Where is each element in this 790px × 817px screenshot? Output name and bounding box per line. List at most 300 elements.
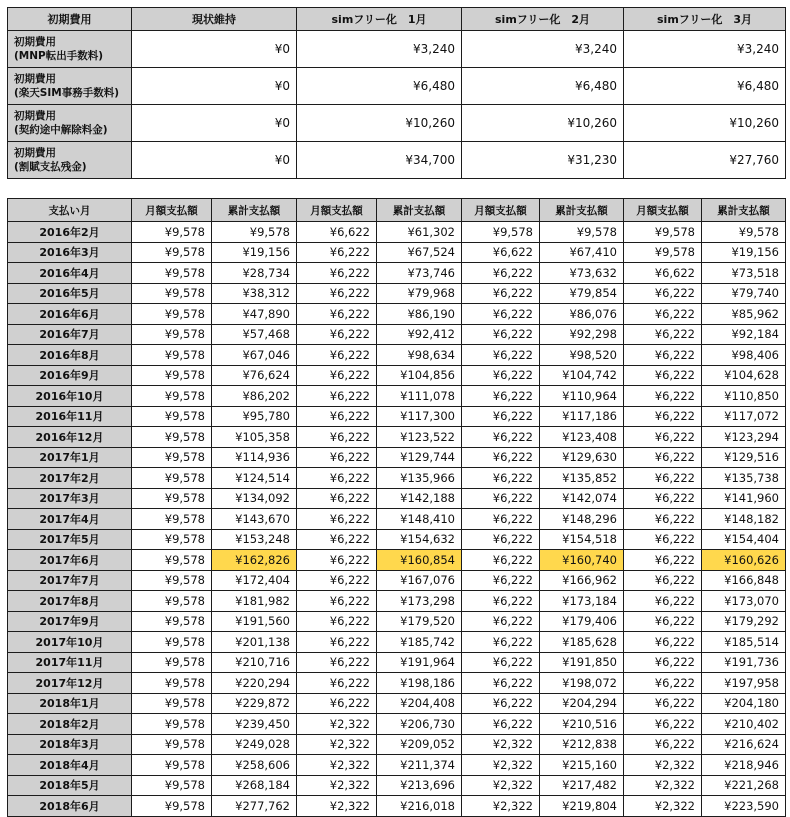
payment-row (8, 222, 786, 243)
cumulative-amount-cell: ¥191,964 (377, 652, 462, 673)
initial-cost-value: ¥0 (132, 105, 297, 142)
monthly-amount-cell: ¥6,222 (462, 324, 540, 345)
monthly-amount-cell: ¥6,222 (297, 386, 377, 407)
cumulative-amount-cell: ¥85,962 (702, 304, 786, 325)
payment-month: 2016年8月 (8, 345, 132, 366)
payment-row (8, 693, 786, 714)
cumulative-amount-cell: ¥154,518 (540, 529, 624, 550)
monthly-amount-cell: ¥6,222 (624, 714, 702, 735)
payment-month: 2017年6月 (8, 550, 132, 571)
label-line-2: (楽天SIM事務手数料) (14, 87, 120, 99)
cumulative-amount-cell: ¥123,408 (540, 427, 624, 448)
initial-cost-value: ¥6,480 (624, 68, 786, 105)
monthly-amount-cell: ¥9,578 (132, 488, 212, 509)
cumulative-amount-cell: ¥114,936 (212, 447, 297, 468)
monthly-amount-cell: ¥6,222 (297, 488, 377, 509)
monthly-amount-cell: ¥2,322 (297, 796, 377, 817)
cumulative-amount-cell: ¥213,696 (377, 775, 462, 796)
cumulative-amount-cell: ¥223,590 (702, 796, 786, 817)
monthly-amount-cell: ¥6,222 (462, 365, 540, 386)
cumulative-amount-cell: ¥219,804 (540, 796, 624, 817)
payment-row (8, 406, 786, 427)
cumulative-amount-cell: ¥28,734 (212, 263, 297, 284)
payment-row (8, 570, 786, 591)
monthly-amount-cell: ¥9,578 (132, 324, 212, 345)
monthly-amount-cell: ¥9,578 (132, 386, 212, 407)
payment-month: 2017年5月 (8, 529, 132, 550)
payment-month: 2016年12月 (8, 427, 132, 448)
initial-cost-value: ¥0 (132, 31, 297, 68)
payment-row (8, 304, 786, 325)
monthly-amount-cell: ¥6,222 (462, 509, 540, 530)
monthly-amount-cell: ¥6,222 (624, 652, 702, 673)
payment-row (8, 611, 786, 632)
payment-row (8, 365, 786, 386)
cumulative-amount-cell: ¥209,052 (377, 734, 462, 755)
cumulative-amount-cell: ¥179,292 (702, 611, 786, 632)
initial-cost-label (8, 31, 132, 68)
cumulative-amount-cell: ¥201,138 (212, 632, 297, 653)
cumulative-amount-cell: ¥173,184 (540, 591, 624, 612)
cumulative-amount-cell: ¥123,294 (702, 427, 786, 448)
cumulative-amount-cell: ¥258,606 (212, 755, 297, 776)
initial-cost-value: ¥3,240 (297, 31, 462, 68)
monthly-amount-cell: ¥6,222 (624, 570, 702, 591)
payment-row (8, 427, 786, 448)
payment-header-cell: 月額支払額 (297, 199, 377, 222)
cumulative-amount-cell: ¥185,742 (377, 632, 462, 653)
initial-cost-value: ¥27,760 (624, 142, 786, 179)
payment-row (8, 796, 786, 817)
monthly-amount-cell: ¥9,578 (132, 591, 212, 612)
monthly-amount-cell: ¥6,222 (624, 386, 702, 407)
cumulative-amount-cell: ¥135,966 (377, 468, 462, 489)
initial-cost-value: ¥0 (132, 142, 297, 179)
monthly-amount-cell: ¥2,322 (297, 755, 377, 776)
payment-month: 2017年2月 (8, 468, 132, 489)
cumulative-amount-cell: ¥142,188 (377, 488, 462, 509)
monthly-amount-cell: ¥9,578 (132, 222, 212, 243)
monthly-amount-cell: ¥6,222 (624, 550, 702, 571)
monthly-amount-cell: ¥6,222 (297, 242, 377, 263)
cumulative-amount-cell: ¥204,180 (702, 693, 786, 714)
monthly-amount-cell: ¥6,622 (624, 263, 702, 284)
monthly-amount-cell: ¥6,222 (297, 283, 377, 304)
cumulative-amount-cell: ¥86,202 (212, 386, 297, 407)
monthly-amount-cell: ¥9,578 (624, 222, 702, 243)
monthly-amount-cell: ¥6,222 (297, 324, 377, 345)
payment-row (8, 242, 786, 263)
monthly-amount-cell: ¥9,578 (132, 755, 212, 776)
cumulative-amount-cell: ¥167,076 (377, 570, 462, 591)
initial-cost-value: ¥31,230 (462, 142, 624, 179)
monthly-amount-cell: ¥6,222 (624, 304, 702, 325)
payment-header-cell: 累計支払額 (212, 199, 297, 222)
payment-header-cell: 支払い月 (8, 199, 132, 222)
monthly-amount-cell: ¥9,578 (132, 611, 212, 632)
monthly-amount-cell: ¥6,222 (624, 632, 702, 653)
cumulative-amount-cell: ¥38,312 (212, 283, 297, 304)
cumulative-amount-cell: ¥216,018 (377, 796, 462, 817)
cumulative-amount-cell: ¥172,404 (212, 570, 297, 591)
payment-month: 2016年10月 (8, 386, 132, 407)
monthly-amount-cell: ¥6,222 (297, 468, 377, 489)
cumulative-amount-cell: ¥154,404 (702, 529, 786, 550)
payment-header-cell: 月額支払額 (462, 199, 540, 222)
monthly-amount-cell: ¥6,222 (297, 529, 377, 550)
payment-month: 2018年1月 (8, 693, 132, 714)
cumulative-amount-cell: ¥210,716 (212, 652, 297, 673)
initial-cost-label (8, 105, 132, 142)
cumulative-amount-cell: ¥277,762 (212, 796, 297, 817)
cumulative-amount-cell: ¥9,578 (212, 222, 297, 243)
monthly-amount-cell: ¥6,222 (297, 263, 377, 284)
payment-month: 2016年2月 (8, 222, 132, 243)
cumulative-amount-cell: ¥73,632 (540, 263, 624, 284)
payment-month: 2017年10月 (8, 632, 132, 653)
cumulative-amount-cell: ¥173,298 (377, 591, 462, 612)
monthly-amount-cell: ¥6,222 (297, 632, 377, 653)
cumulative-amount-cell: ¥210,516 (540, 714, 624, 735)
cumulative-amount-cell: ¥218,946 (702, 755, 786, 776)
cumulative-amount-cell: ¥67,046 (212, 345, 297, 366)
cumulative-amount-cell: ¥191,560 (212, 611, 297, 632)
payment-month: 2017年1月 (8, 447, 132, 468)
monthly-amount-cell: ¥2,322 (462, 734, 540, 755)
cumulative-amount-cell: ¥117,186 (540, 406, 624, 427)
initial-cost-table (7, 7, 786, 179)
cumulative-amount-cell: ¥110,964 (540, 386, 624, 407)
monthly-amount-cell: ¥9,578 (132, 365, 212, 386)
cumulative-amount-cell: ¥123,522 (377, 427, 462, 448)
monthly-amount-cell: ¥6,222 (462, 652, 540, 673)
cumulative-amount-cell: ¥129,516 (702, 447, 786, 468)
payment-row (8, 283, 786, 304)
payment-header-cell: 月額支払額 (132, 199, 212, 222)
payment-month: 2017年8月 (8, 591, 132, 612)
cumulative-amount-cell: ¥86,190 (377, 304, 462, 325)
cumulative-amount-cell: ¥217,482 (540, 775, 624, 796)
monthly-amount-cell: ¥6,222 (624, 447, 702, 468)
cumulative-amount-cell: ¥76,624 (212, 365, 297, 386)
cumulative-amount-cell: ¥229,872 (212, 693, 297, 714)
payment-header-cell: 累計支払額 (540, 199, 624, 222)
monthly-amount-cell: ¥6,222 (624, 427, 702, 448)
payment-row (8, 263, 786, 284)
cumulative-amount-cell: ¥73,746 (377, 263, 462, 284)
cumulative-amount-cell: ¥211,374 (377, 755, 462, 776)
monthly-amount-cell: ¥6,222 (462, 673, 540, 694)
monthly-amount-cell: ¥9,578 (132, 304, 212, 325)
label-line-1: 初期費用 (14, 36, 56, 48)
cumulative-amount-cell: ¥179,406 (540, 611, 624, 632)
payment-month: 2016年11月 (8, 406, 132, 427)
cumulative-amount-cell: ¥268,184 (212, 775, 297, 796)
cumulative-amount-cell: ¥129,630 (540, 447, 624, 468)
label-line-1: 初期費用 (14, 147, 56, 159)
monthly-amount-cell: ¥6,222 (297, 550, 377, 571)
initial-cost-value: ¥3,240 (462, 31, 624, 68)
monthly-amount-cell: ¥6,222 (297, 673, 377, 694)
monthly-amount-cell: ¥6,222 (462, 283, 540, 304)
monthly-amount-cell: ¥9,578 (132, 632, 212, 653)
monthly-amount-cell: ¥9,578 (132, 550, 212, 571)
initial-cost-value: ¥6,480 (297, 68, 462, 105)
cumulative-amount-cell: ¥160,626 (702, 550, 786, 571)
cumulative-amount-cell: ¥220,294 (212, 673, 297, 694)
monthly-amount-cell: ¥9,578 (132, 734, 212, 755)
payment-row (8, 714, 786, 735)
initial-cost-header-row (8, 8, 786, 31)
monthly-amount-cell: ¥6,222 (462, 693, 540, 714)
cumulative-amount-cell: ¥104,856 (377, 365, 462, 386)
initial-cost-value: ¥3,240 (624, 31, 786, 68)
initial-cost-row (8, 68, 786, 105)
monthly-amount-cell: ¥2,322 (297, 734, 377, 755)
monthly-amount-cell: ¥9,578 (132, 447, 212, 468)
payment-row (8, 591, 786, 612)
payment-row (8, 447, 786, 468)
monthly-amount-cell: ¥6,222 (624, 488, 702, 509)
cumulative-amount-cell: ¥57,468 (212, 324, 297, 345)
monthly-amount-cell: ¥6,222 (624, 509, 702, 530)
payment-month: 2016年7月 (8, 324, 132, 345)
payment-month: 2017年11月 (8, 652, 132, 673)
cumulative-amount-cell: ¥179,520 (377, 611, 462, 632)
monthly-amount-cell: ¥9,578 (132, 468, 212, 489)
initial-cost-value: ¥6,480 (462, 68, 624, 105)
initial-header-cell: 現状維持 (132, 8, 297, 31)
cumulative-amount-cell: ¥98,406 (702, 345, 786, 366)
payment-row (8, 529, 786, 550)
payment-header-cell: 累計支払額 (702, 199, 786, 222)
monthly-amount-cell: ¥9,578 (462, 222, 540, 243)
cumulative-amount-cell: ¥249,028 (212, 734, 297, 755)
cumulative-amount-cell: ¥142,074 (540, 488, 624, 509)
payment-month: 2016年4月 (8, 263, 132, 284)
monthly-amount-cell: ¥6,222 (462, 386, 540, 407)
cumulative-amount-cell: ¥86,076 (540, 304, 624, 325)
monthly-amount-cell: ¥6,222 (624, 365, 702, 386)
cumulative-amount-cell: ¥79,968 (377, 283, 462, 304)
cumulative-amount-cell: ¥204,294 (540, 693, 624, 714)
cumulative-amount-cell: ¥67,410 (540, 242, 624, 263)
cumulative-amount-cell: ¥239,450 (212, 714, 297, 735)
monthly-amount-cell: ¥6,222 (297, 611, 377, 632)
cumulative-amount-cell: ¥92,298 (540, 324, 624, 345)
initial-header-cell: 初期費用 (8, 8, 132, 31)
cumulative-amount-cell: ¥67,524 (377, 242, 462, 263)
cumulative-amount-cell: ¥111,078 (377, 386, 462, 407)
cumulative-amount-cell: ¥191,850 (540, 652, 624, 673)
cumulative-amount-cell: ¥19,156 (212, 242, 297, 263)
monthly-amount-cell: ¥6,222 (462, 406, 540, 427)
payment-month: 2017年12月 (8, 673, 132, 694)
cumulative-amount-cell: ¥135,738 (702, 468, 786, 489)
monthly-amount-cell: ¥9,578 (132, 673, 212, 694)
payment-row (8, 468, 786, 489)
monthly-amount-cell: ¥6,222 (462, 263, 540, 284)
cumulative-amount-cell: ¥166,848 (702, 570, 786, 591)
monthly-amount-cell: ¥6,222 (624, 591, 702, 612)
monthly-amount-cell: ¥6,222 (462, 427, 540, 448)
monthly-amount-cell: ¥6,622 (462, 242, 540, 263)
label-line-1: 初期費用 (14, 110, 56, 122)
payment-row (8, 345, 786, 366)
cumulative-amount-cell: ¥104,742 (540, 365, 624, 386)
cumulative-amount-cell: ¥216,624 (702, 734, 786, 755)
monthly-amount-cell: ¥9,578 (624, 242, 702, 263)
monthly-amount-cell: ¥6,222 (297, 693, 377, 714)
monthly-amount-cell: ¥2,322 (462, 775, 540, 796)
cumulative-amount-cell: ¥98,634 (377, 345, 462, 366)
monthly-amount-cell: ¥9,578 (132, 406, 212, 427)
cumulative-amount-cell: ¥143,670 (212, 509, 297, 530)
cumulative-amount-cell: ¥206,730 (377, 714, 462, 735)
monthly-amount-cell: ¥6,222 (462, 632, 540, 653)
monthly-amount-cell: ¥6,222 (462, 529, 540, 550)
payment-month: 2017年4月 (8, 509, 132, 530)
monthly-amount-cell: ¥9,578 (132, 775, 212, 796)
initial-cost-label (8, 142, 132, 179)
monthly-amount-cell: ¥2,322 (297, 775, 377, 796)
monthly-amount-cell: ¥9,578 (132, 263, 212, 284)
cumulative-amount-cell: ¥117,300 (377, 406, 462, 427)
monthly-amount-cell: ¥6,222 (624, 468, 702, 489)
monthly-amount-cell: ¥6,222 (462, 447, 540, 468)
cumulative-amount-cell: ¥215,160 (540, 755, 624, 776)
monthly-amount-cell: ¥6,222 (624, 611, 702, 632)
initial-cost-row (8, 31, 786, 68)
payment-row (8, 632, 786, 653)
initial-cost-label (8, 68, 132, 105)
monthly-amount-cell: ¥9,578 (132, 693, 212, 714)
monthly-amount-cell: ¥6,222 (624, 529, 702, 550)
monthly-amount-cell: ¥6,222 (297, 509, 377, 530)
monthly-amount-cell: ¥9,578 (132, 345, 212, 366)
monthly-amount-cell: ¥2,322 (462, 796, 540, 817)
payment-month: 2016年9月 (8, 365, 132, 386)
cumulative-amount-cell: ¥92,184 (702, 324, 786, 345)
cumulative-amount-cell: ¥198,186 (377, 673, 462, 694)
label-line-2: (割賦支払残金) (14, 161, 87, 173)
monthly-amount-cell: ¥6,222 (297, 447, 377, 468)
monthly-amount-cell: ¥9,578 (132, 796, 212, 817)
monthly-amount-cell: ¥6,222 (624, 673, 702, 694)
cumulative-amount-cell: ¥19,156 (702, 242, 786, 263)
monthly-amount-cell: ¥9,578 (132, 242, 212, 263)
cumulative-amount-cell: ¥153,248 (212, 529, 297, 550)
monthly-amount-cell: ¥6,222 (624, 345, 702, 366)
payment-row (8, 652, 786, 673)
payment-row (8, 386, 786, 407)
payment-row (8, 755, 786, 776)
monthly-amount-cell: ¥6,222 (297, 304, 377, 325)
monthly-amount-cell: ¥9,578 (132, 283, 212, 304)
monthly-amount-cell: ¥6,222 (624, 406, 702, 427)
payment-month: 2016年3月 (8, 242, 132, 263)
label-line-2: (MNP転出手数料) (14, 50, 104, 62)
cumulative-amount-cell: ¥9,578 (540, 222, 624, 243)
cumulative-amount-cell: ¥212,838 (540, 734, 624, 755)
monthly-amount-cell: ¥6,222 (624, 283, 702, 304)
monthly-amount-cell: ¥9,578 (132, 427, 212, 448)
cumulative-amount-cell: ¥162,826 (212, 550, 297, 571)
cumulative-amount-cell: ¥79,854 (540, 283, 624, 304)
cumulative-amount-cell: ¥198,072 (540, 673, 624, 694)
monthly-amount-cell: ¥6,222 (297, 652, 377, 673)
monthly-amount-cell: ¥6,222 (462, 550, 540, 571)
monthly-amount-cell: ¥6,222 (297, 570, 377, 591)
cumulative-amount-cell: ¥95,780 (212, 406, 297, 427)
cumulative-amount-cell: ¥117,072 (702, 406, 786, 427)
initial-cost-value: ¥10,260 (462, 105, 624, 142)
payment-row (8, 734, 786, 755)
monthly-amount-cell: ¥6,222 (462, 611, 540, 632)
payment-month: 2018年5月 (8, 775, 132, 796)
monthly-amount-cell: ¥6,222 (624, 734, 702, 755)
monthly-amount-cell: ¥6,222 (462, 591, 540, 612)
monthly-amount-cell: ¥6,222 (462, 304, 540, 325)
payment-row (8, 673, 786, 694)
cumulative-amount-cell: ¥47,890 (212, 304, 297, 325)
cumulative-amount-cell: ¥92,412 (377, 324, 462, 345)
payment-row (8, 775, 786, 796)
cumulative-amount-cell: ¥210,402 (702, 714, 786, 735)
initial-cost-row (8, 142, 786, 179)
monthly-amount-cell: ¥6,222 (462, 345, 540, 366)
cumulative-amount-cell: ¥154,632 (377, 529, 462, 550)
monthly-amount-cell: ¥2,322 (624, 796, 702, 817)
initial-cost-value: ¥10,260 (297, 105, 462, 142)
cumulative-amount-cell: ¥221,268 (702, 775, 786, 796)
monthly-amount-cell: ¥6,222 (297, 406, 377, 427)
cumulative-amount-cell: ¥148,296 (540, 509, 624, 530)
payment-row (8, 324, 786, 345)
cumulative-amount-cell: ¥166,962 (540, 570, 624, 591)
payment-month: 2018年3月 (8, 734, 132, 755)
payment-header-cell: 累計支払額 (377, 199, 462, 222)
payment-month: 2016年5月 (8, 283, 132, 304)
cumulative-amount-cell: ¥104,628 (702, 365, 786, 386)
label-line-2: (契約途中解除料金) (14, 124, 108, 136)
payment-month: 2018年4月 (8, 755, 132, 776)
payment-month: 2017年7月 (8, 570, 132, 591)
initial-header-cell: simフリー化 3月 (624, 8, 786, 31)
cumulative-amount-cell: ¥73,518 (702, 263, 786, 284)
monthly-amount-cell: ¥6,222 (297, 345, 377, 366)
payment-row (8, 550, 786, 571)
cumulative-amount-cell: ¥98,520 (540, 345, 624, 366)
initial-cost-value: ¥0 (132, 68, 297, 105)
cumulative-amount-cell: ¥124,514 (212, 468, 297, 489)
cumulative-amount-cell: ¥160,854 (377, 550, 462, 571)
initial-cost-value: ¥34,700 (297, 142, 462, 179)
cumulative-amount-cell: ¥185,628 (540, 632, 624, 653)
payment-month: 2017年9月 (8, 611, 132, 632)
cumulative-amount-cell: ¥148,182 (702, 509, 786, 530)
monthly-amount-cell: ¥6,222 (297, 365, 377, 386)
monthly-amount-cell: ¥2,322 (624, 755, 702, 776)
monthly-amount-cell: ¥6,222 (297, 591, 377, 612)
cumulative-amount-cell: ¥181,982 (212, 591, 297, 612)
cumulative-amount-cell: ¥191,736 (702, 652, 786, 673)
payment-month: 2018年2月 (8, 714, 132, 735)
monthly-amount-cell: ¥6,222 (624, 324, 702, 345)
monthly-amount-cell: ¥9,578 (132, 529, 212, 550)
monthly-amount-cell: ¥6,222 (297, 427, 377, 448)
payment-row (8, 509, 786, 530)
